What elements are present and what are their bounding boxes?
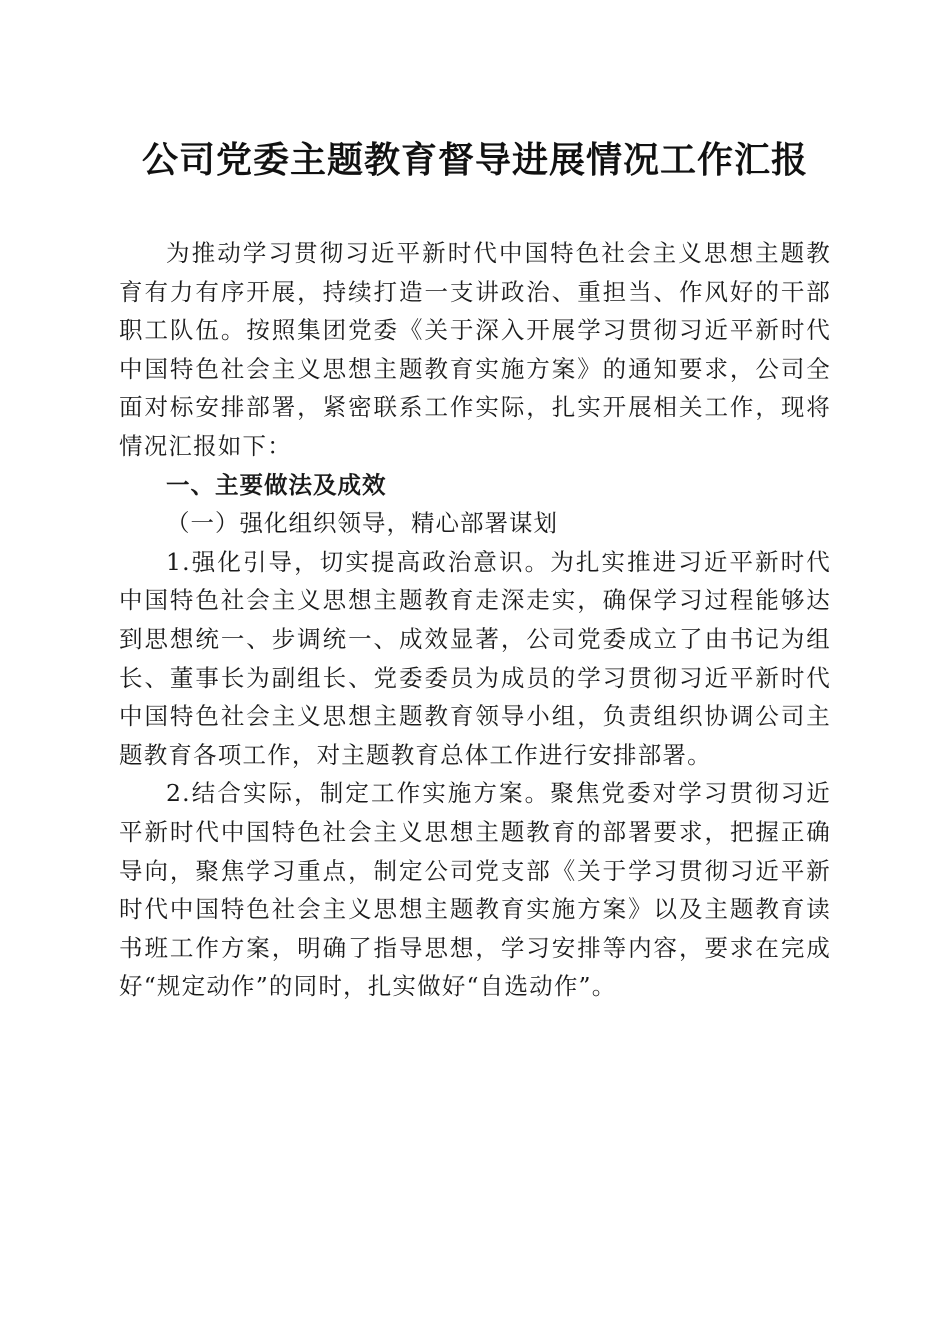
document-title: 公司党委主题教育督导进展情况工作汇报	[141, 139, 808, 181]
subsection-heading: （一）强化组织领导，精心部署谋划	[166, 509, 558, 538]
intro-paragraph: 为推动学习贯彻习近平新时代中国特色社会主义思想主题教育有力有序开展，持续打造一支讲政治、重担当、作风好的干部职工队伍。按照集团党委《关于深入开展学习贯彻习近平新时代中国特色社会主义思想主题教育实施方案》的通知要求，公司全面对标安排部署，紧密联系工作实际，扎实开展相关工作，现将情况汇报如下：	[119, 239, 831, 460]
item-paragraph-2: 2.结合实际，制定工作实施方案。聚焦党委对学习贯彻习近平新时代中国特色社会主义思想主题教育的部署要求，把握正确导向，聚焦学习重点，制定公司党支部《关于学习贯彻习近平新时代中国特色社会主义思想主题教育实施方案》以及主题教育读书班工作方案，明确了指导思想，学习安排等内容，要求在完成好“规定动作”的同时，扎实做好“自选动作”。	[119, 779, 831, 1001]
section-heading: 一、主要做法及成效	[166, 470, 387, 499]
document-body	[119, 234, 831, 1006]
item-paragraph-1: 1.强化引导，切实提高政治意识。为扎实推进习近平新时代中国特色社会主义思想主题教育走深走实，确保学习过程能够达到思想统一、步调统一、成效显著，公司党委成立了由书记为组长、董事长为副组长、党委委员为成员的学习贯彻习近平新时代中国特色社会主义思想主题教育领导小组，负责组织协调公司主题教育各项工作，对主题教育总体工作进行安排部署。	[119, 547, 831, 769]
